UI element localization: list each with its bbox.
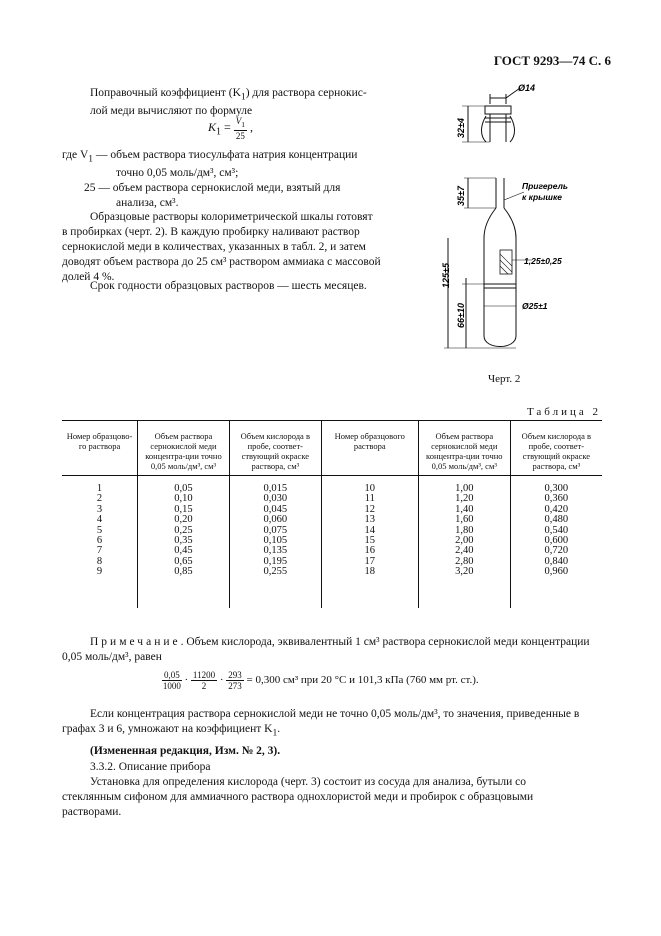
table-row <box>62 546 602 556</box>
table-cell: 1,80 <box>418 526 510 536</box>
table-row <box>62 505 602 515</box>
diameter-14-label: Ø14 <box>518 83 536 93</box>
table-cell: 0,960 <box>510 567 602 607</box>
table-cell: 0,45 <box>138 546 230 556</box>
table-cell: 0,540 <box>510 526 602 536</box>
drawing-caption: Черт. 2 <box>488 373 521 385</box>
table-cell: 0,480 <box>510 515 602 525</box>
table-cell: 17 <box>321 557 418 567</box>
shelf-life-text: Срок годности образцовых растворов — шесть месяцев. <box>90 280 367 292</box>
table-row <box>62 476 602 495</box>
table-cell: 0,135 <box>229 546 321 556</box>
test-tube-icon <box>484 178 516 347</box>
table-cell: 0,65 <box>138 557 230 567</box>
col-header-2: Объем раствора сернокислой меди концентра-ции точно 0,05 моль/дм³, см³ <box>138 421 230 476</box>
table-cell: 13 <box>321 515 418 525</box>
table-cell: 0,015 <box>229 476 321 495</box>
table-cell: 0,720 <box>510 546 602 556</box>
table-cell: 2,40 <box>418 546 510 556</box>
intro-paragraph: Поправочный коэффициент $(K_1)$ для раствора сернокис- лой меди вычисляют по формуле <box>90 87 367 118</box>
table-row <box>62 557 602 567</box>
table-cell: 12 <box>321 505 418 515</box>
table-cell: 6 <box>96 535 103 547</box>
table-caption: Таблица 2 <box>526 406 601 418</box>
table-cell: 16 <box>321 546 418 556</box>
where-block: где $V_1$ — объем раствора тиосульфата натрия концентрации точно 0,05 моль/дм³, см³; 25 — объем раствора сернокислой меди, взятый для анализа, см³. <box>62 149 358 210</box>
oxygen-table <box>62 420 602 608</box>
table-cell: 2,80 <box>418 557 510 567</box>
concentration-note: Если концентрация раствора сернокислой меди не точно 0,05 моль/дм³, то значения, приведенные в графах 3 и 6, умножают на коэффициент $K_1$. <box>62 708 580 739</box>
table-cell: 0,255 <box>229 567 321 607</box>
table-cell: 14 <box>321 526 418 536</box>
install-paragraph: Установка для определения кислорода (черт. 3) состоит из сосуда для анализа, бутыли со стеклянным сифоном для аммиачного раствора однохлористой меди и пробирок с образцовыми растворами. <box>62 776 534 818</box>
table-cell: 0,15 <box>138 505 230 515</box>
table-cell: 9 <box>96 566 103 578</box>
table-cell: 1,20 <box>418 494 510 504</box>
table-cell: 0,075 <box>229 526 321 536</box>
table-cell: 0,420 <box>510 505 602 515</box>
table-row <box>62 515 602 525</box>
table-cell: 15 <box>321 536 418 546</box>
table-cell: 0,10 <box>138 494 230 504</box>
table-cell: 8 <box>96 555 103 567</box>
table-cell: 4 <box>96 514 103 526</box>
table-cell: 0,105 <box>229 536 321 546</box>
table-row <box>62 567 602 607</box>
wall-thickness-label: 1,25±0,25 <box>524 256 562 266</box>
height-66-label: 66±10 <box>456 303 466 328</box>
stopper-icon <box>482 94 515 142</box>
col-header-6: Объем кислорода в пробе, соответ-ствующий окраске раствора, см³ <box>510 421 602 476</box>
section-title: 3.3.2. Описание прибора <box>90 761 211 773</box>
mark-label-line1: Пригерель <box>522 181 568 191</box>
table-row <box>62 494 602 504</box>
mark-label-line2: к крышке <box>522 192 563 202</box>
col-header-4: Номер образцового раствора <box>321 421 418 476</box>
table-cell: 0,20 <box>138 515 230 525</box>
table-cell: 11 <box>321 494 418 504</box>
table-cell: 2,00 <box>418 536 510 546</box>
table-cell: 1,40 <box>418 505 510 515</box>
table-cell: 0,35 <box>138 536 230 546</box>
table-row <box>62 536 602 546</box>
col-header-1: Номер образцово-го раствора <box>62 421 138 476</box>
table-cell: 0,060 <box>229 515 321 525</box>
edition-note: (Измененная редакция, Изм. № 2, 3). <box>90 745 281 757</box>
oxygen-formula: $\frac{0,05}{1000}$ · $\frac{11200}{2}$ · $\frac{293}{273}$ = 0,300 см³ при 20 °С и 101,3 кПа (760 мм рт. ст.). <box>162 670 479 691</box>
table-cell: 0,045 <box>229 505 321 515</box>
height-125-label: 125±5 <box>441 263 451 288</box>
table-cell: 0,195 <box>229 557 321 567</box>
table-cell: 5 <box>96 524 103 536</box>
table-cell: 0,85 <box>138 567 230 607</box>
tube-drawing <box>440 78 620 360</box>
table-cell: 1,60 <box>418 515 510 525</box>
col-header-5: Объем раствора сернокислой меди концентра-ции точно 0,05 моль/дм³, см³ <box>418 421 510 476</box>
table-header-row <box>62 421 602 476</box>
table-cell: 0,25 <box>138 526 230 536</box>
table-cell: 0,05 <box>138 476 230 495</box>
height-32-label: 32±4 <box>456 118 466 138</box>
col-header-3: Объем кислорода в пробе, соответ-ствующий окраске раствора, см³ <box>229 421 321 476</box>
page-header: ГОСТ 9293—74 С. 6 <box>493 53 611 68</box>
table-cell: 0,360 <box>510 494 602 504</box>
table-cell: 7 <box>96 545 103 557</box>
table-cell: 2 <box>96 493 103 505</box>
table-cell: 18 <box>321 567 418 607</box>
table-row <box>62 526 602 536</box>
samples-paragraph: Образцовые растворы колориметрической шкалы готовят в пробирках (черт. 2). В каждую пробирку наливают раствор сернокислой меди в количествах, указанных в табл. 2, и затем доводят объем раствора до 25 см³ раствором аммиака с массовой долей 4 %. <box>62 211 381 283</box>
note-block: Примечание. Объем кислорода, эквивалентный 1 см³ раствора сернокислой меди концентрации 0,05 моль/дм³, равен <box>62 636 590 663</box>
table-cell: 0,300 <box>510 476 602 495</box>
table-cell: 0,600 <box>510 536 602 546</box>
table-cell: 10 <box>321 476 418 495</box>
k1-formula: $K_1$ = $\frac{V_1}{25}$ , <box>208 116 254 141</box>
table-cell: 3 <box>96 503 103 515</box>
diameter-25-label: Ø25±1 <box>522 301 548 311</box>
height-35-label: 35±7 <box>456 186 466 206</box>
note-label: Примечание <box>90 636 181 648</box>
table-cell: 1,00 <box>418 476 510 495</box>
table-cell: 3,20 <box>418 567 510 607</box>
table-cell: 1 <box>96 483 103 494</box>
table-cell: 0,030 <box>229 494 321 504</box>
table-cell: 0,840 <box>510 557 602 567</box>
